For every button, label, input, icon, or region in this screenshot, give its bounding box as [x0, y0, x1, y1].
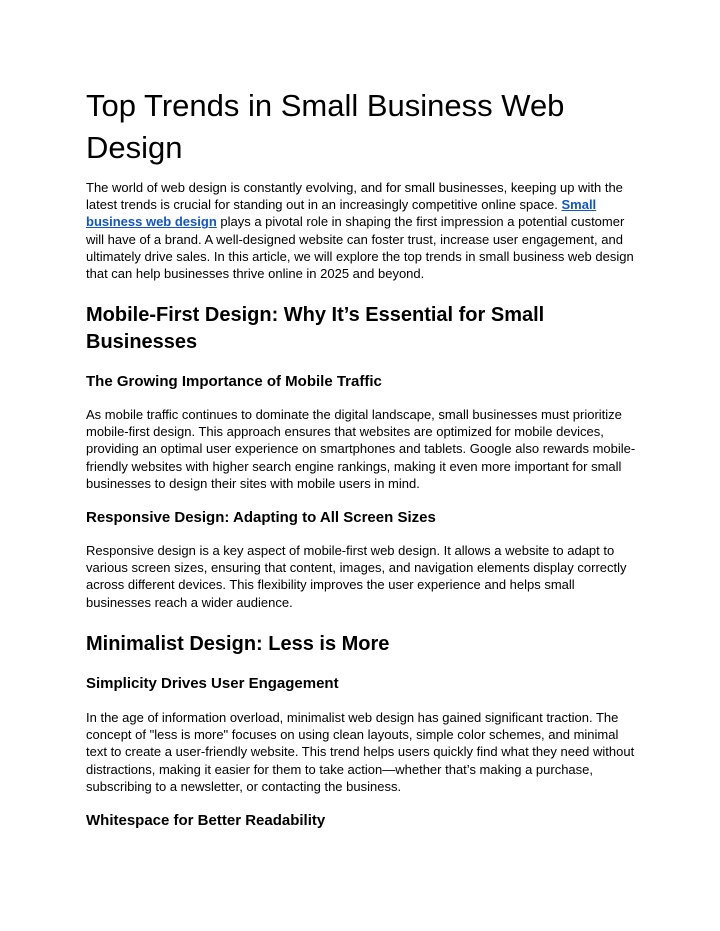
page-title: Top Trends in Small Business Web Design [86, 88, 565, 165]
paragraph-responsive-design: Responsive design is a key aspect of mobile-first web design. It allows a website to adapt to various screen sizes, ensuring that content, images, and navigation elements display correctly across different devices. This flexibility improves the user experience and helps small businesses reach a wider audience. [86, 543, 627, 610]
intro-text-before-link: The world of web design is constantly evolving, and for small businesses, keeping up with the latest trends is crucial for standing out in an increasingly competitive online space. [86, 180, 623, 213]
section-heading-mobile-first: Mobile-First Design: Why It’s Essential for Small Businesses [86, 304, 545, 353]
paragraph-mobile-traffic: As mobile traffic continues to dominate the digital landscape, small businesses must prioritize mobile-first design. This approach ensures that websites are optimized for mobile devices, providing an optimal user experience on smartphones and tablets. Google also rewards mobile-friendly websites with higher search engine rankings, making it even more important for small businesses to design their sites with mobile users in mind. [86, 407, 636, 491]
intro-text-after-link: plays a pivotal role in shaping the first impression a potential customer will have of a brand. A well-designed website can foster trust, increase user engagement, and ultimately drive sales. In this article, we will explore the top trends in small business web design that can help businesses thrive online in 2025 and beyond. [86, 214, 634, 282]
subheading-responsive-design: Responsive Design: Adapting to All Screen Sizes [86, 509, 436, 526]
section-heading-minimalist: Minimalist Design: Less is More [86, 633, 390, 655]
small-business-web-design-link[interactable]: Small business web design [86, 197, 597, 230]
intro-paragraph [86, 179, 641, 282]
subheading-mobile-traffic: The Growing Importance of Mobile Traffic [86, 373, 382, 390]
subheading-whitespace: Whitespace for Better Readability [86, 812, 326, 829]
subheading-simplicity: Simplicity Drives User Engagement [86, 675, 339, 692]
paragraph-simplicity: In the age of information overload, minimalist web design has gained significant traction. The concept of "less is more" focuses on using clean layouts, simple color schemes, and minimal text to create a user-friendly website. This trend helps users quickly find what they need without distractions, making it easier for them to take action—whether that’s making a purchase, subscribing to a newsletter, or contacting the business. [86, 710, 635, 794]
